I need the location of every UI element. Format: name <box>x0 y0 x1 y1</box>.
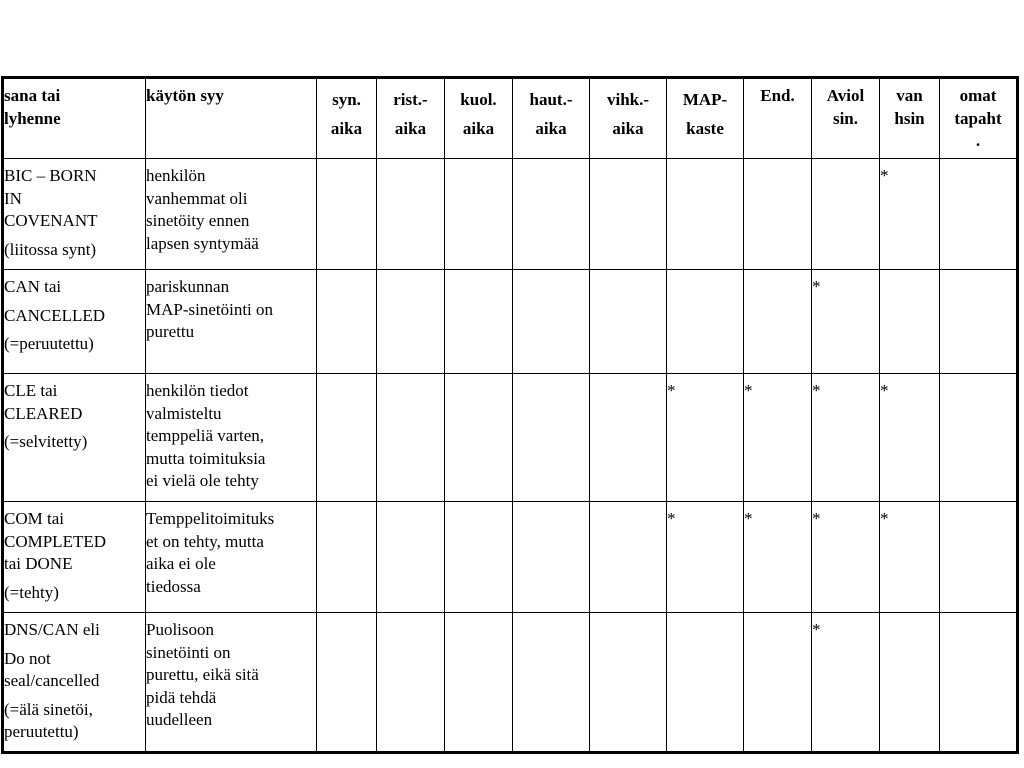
mark-cell <box>317 613 377 753</box>
mark-cell <box>667 159 744 270</box>
header-term: sana tai lyhenne <box>3 78 146 159</box>
table-row <box>3 159 1018 270</box>
mark-cell: * <box>812 374 880 502</box>
mark-cell <box>445 270 513 374</box>
mark-cell <box>513 159 590 270</box>
mark-cell <box>513 374 590 502</box>
mark-cell <box>940 502 1018 613</box>
header-birth-date: syn. aika <box>317 78 377 159</box>
mark-cell <box>744 270 812 374</box>
table-row <box>3 613 1018 753</box>
mark-cell <box>744 613 812 753</box>
reason-cell: henkilön vanhemmat oli sinetöity ennen lapsen syntymää <box>146 159 317 270</box>
mark-cell <box>377 502 445 613</box>
mark-cell <box>513 613 590 753</box>
mark-cell <box>377 613 445 753</box>
mark-cell: * <box>744 374 812 502</box>
mark-cell <box>317 502 377 613</box>
table-row <box>3 270 1018 374</box>
reason-cell: Puolisoon sinetöinti on purettu, eikä sitä pidä tehdä uudelleen <box>146 613 317 753</box>
mark-cell <box>377 159 445 270</box>
header-endowment: End. <box>744 78 812 159</box>
mark-cell <box>940 374 1018 502</box>
mark-cell: * <box>880 159 940 270</box>
mark-cell <box>744 159 812 270</box>
mark-cell: * <box>744 502 812 613</box>
table-row <box>3 374 1018 502</box>
mark-cell <box>590 159 667 270</box>
mark-cell <box>880 270 940 374</box>
mark-cell <box>880 613 940 753</box>
mark-cell: * <box>667 374 744 502</box>
mark-cell <box>812 159 880 270</box>
mark-cell <box>317 270 377 374</box>
header-marriage-date: vihk.- aika <box>590 78 667 159</box>
header-spouse-sealing: Aviol sin. <box>812 78 880 159</box>
mark-cell <box>377 374 445 502</box>
term-cell: DNS/CAN eli Do not seal/cancelled (=älä sinetöi, peruutettu) <box>3 613 146 753</box>
mark-cell: * <box>812 502 880 613</box>
mark-cell: * <box>880 374 940 502</box>
header-burial-date: haut.- aika <box>513 78 590 159</box>
mark-cell <box>513 270 590 374</box>
ordinance-status-table <box>1 76 1019 754</box>
header-own-events: omat tapaht . <box>940 78 1018 159</box>
mark-cell <box>317 159 377 270</box>
reason-cell: Temppelitoimituks et on tehty, mutta aika ei ole tiedossa <box>146 502 317 613</box>
mark-cell <box>667 270 744 374</box>
mark-cell: * <box>812 613 880 753</box>
mark-cell <box>445 502 513 613</box>
term-cell: COM tai COMPLETED tai DONE (=tehty) <box>3 502 146 613</box>
header-death-date: kuol. aika <box>445 78 513 159</box>
mark-cell <box>513 502 590 613</box>
mark-cell <box>445 613 513 753</box>
mark-cell <box>590 374 667 502</box>
term-cell: BIC – BORN IN COVENANT (liitossa synt) <box>3 159 146 270</box>
header-christening-date: rist.- aika <box>377 78 445 159</box>
mark-cell <box>317 374 377 502</box>
mark-cell <box>377 270 445 374</box>
mark-cell <box>667 613 744 753</box>
mark-cell <box>590 502 667 613</box>
mark-cell: * <box>812 270 880 374</box>
header-row <box>3 78 1018 159</box>
mark-cell <box>590 613 667 753</box>
reason-cell: pariskunnan MAP-sinetöinti on purettu <box>146 270 317 374</box>
mark-cell <box>940 270 1018 374</box>
header-reason: käytön syy <box>146 78 317 159</box>
mark-cell <box>940 159 1018 270</box>
term-cell: CLE tai CLEARED (=selvitetty) <box>3 374 146 502</box>
mark-cell <box>940 613 1018 753</box>
mark-cell: * <box>667 502 744 613</box>
header-map-baptism: MAP- kaste <box>667 78 744 159</box>
mark-cell <box>445 374 513 502</box>
reason-cell: henkilön tiedot valmisteltu temppeliä varten, mutta toimituksia ei vielä ole tehty <box>146 374 317 502</box>
mark-cell <box>590 270 667 374</box>
header-parent-sealing: van hsin <box>880 78 940 159</box>
table-row <box>3 502 1018 613</box>
mark-cell <box>445 159 513 270</box>
mark-cell: * <box>880 502 940 613</box>
term-cell: CAN tai CANCELLED (=peruutettu) <box>3 270 146 374</box>
